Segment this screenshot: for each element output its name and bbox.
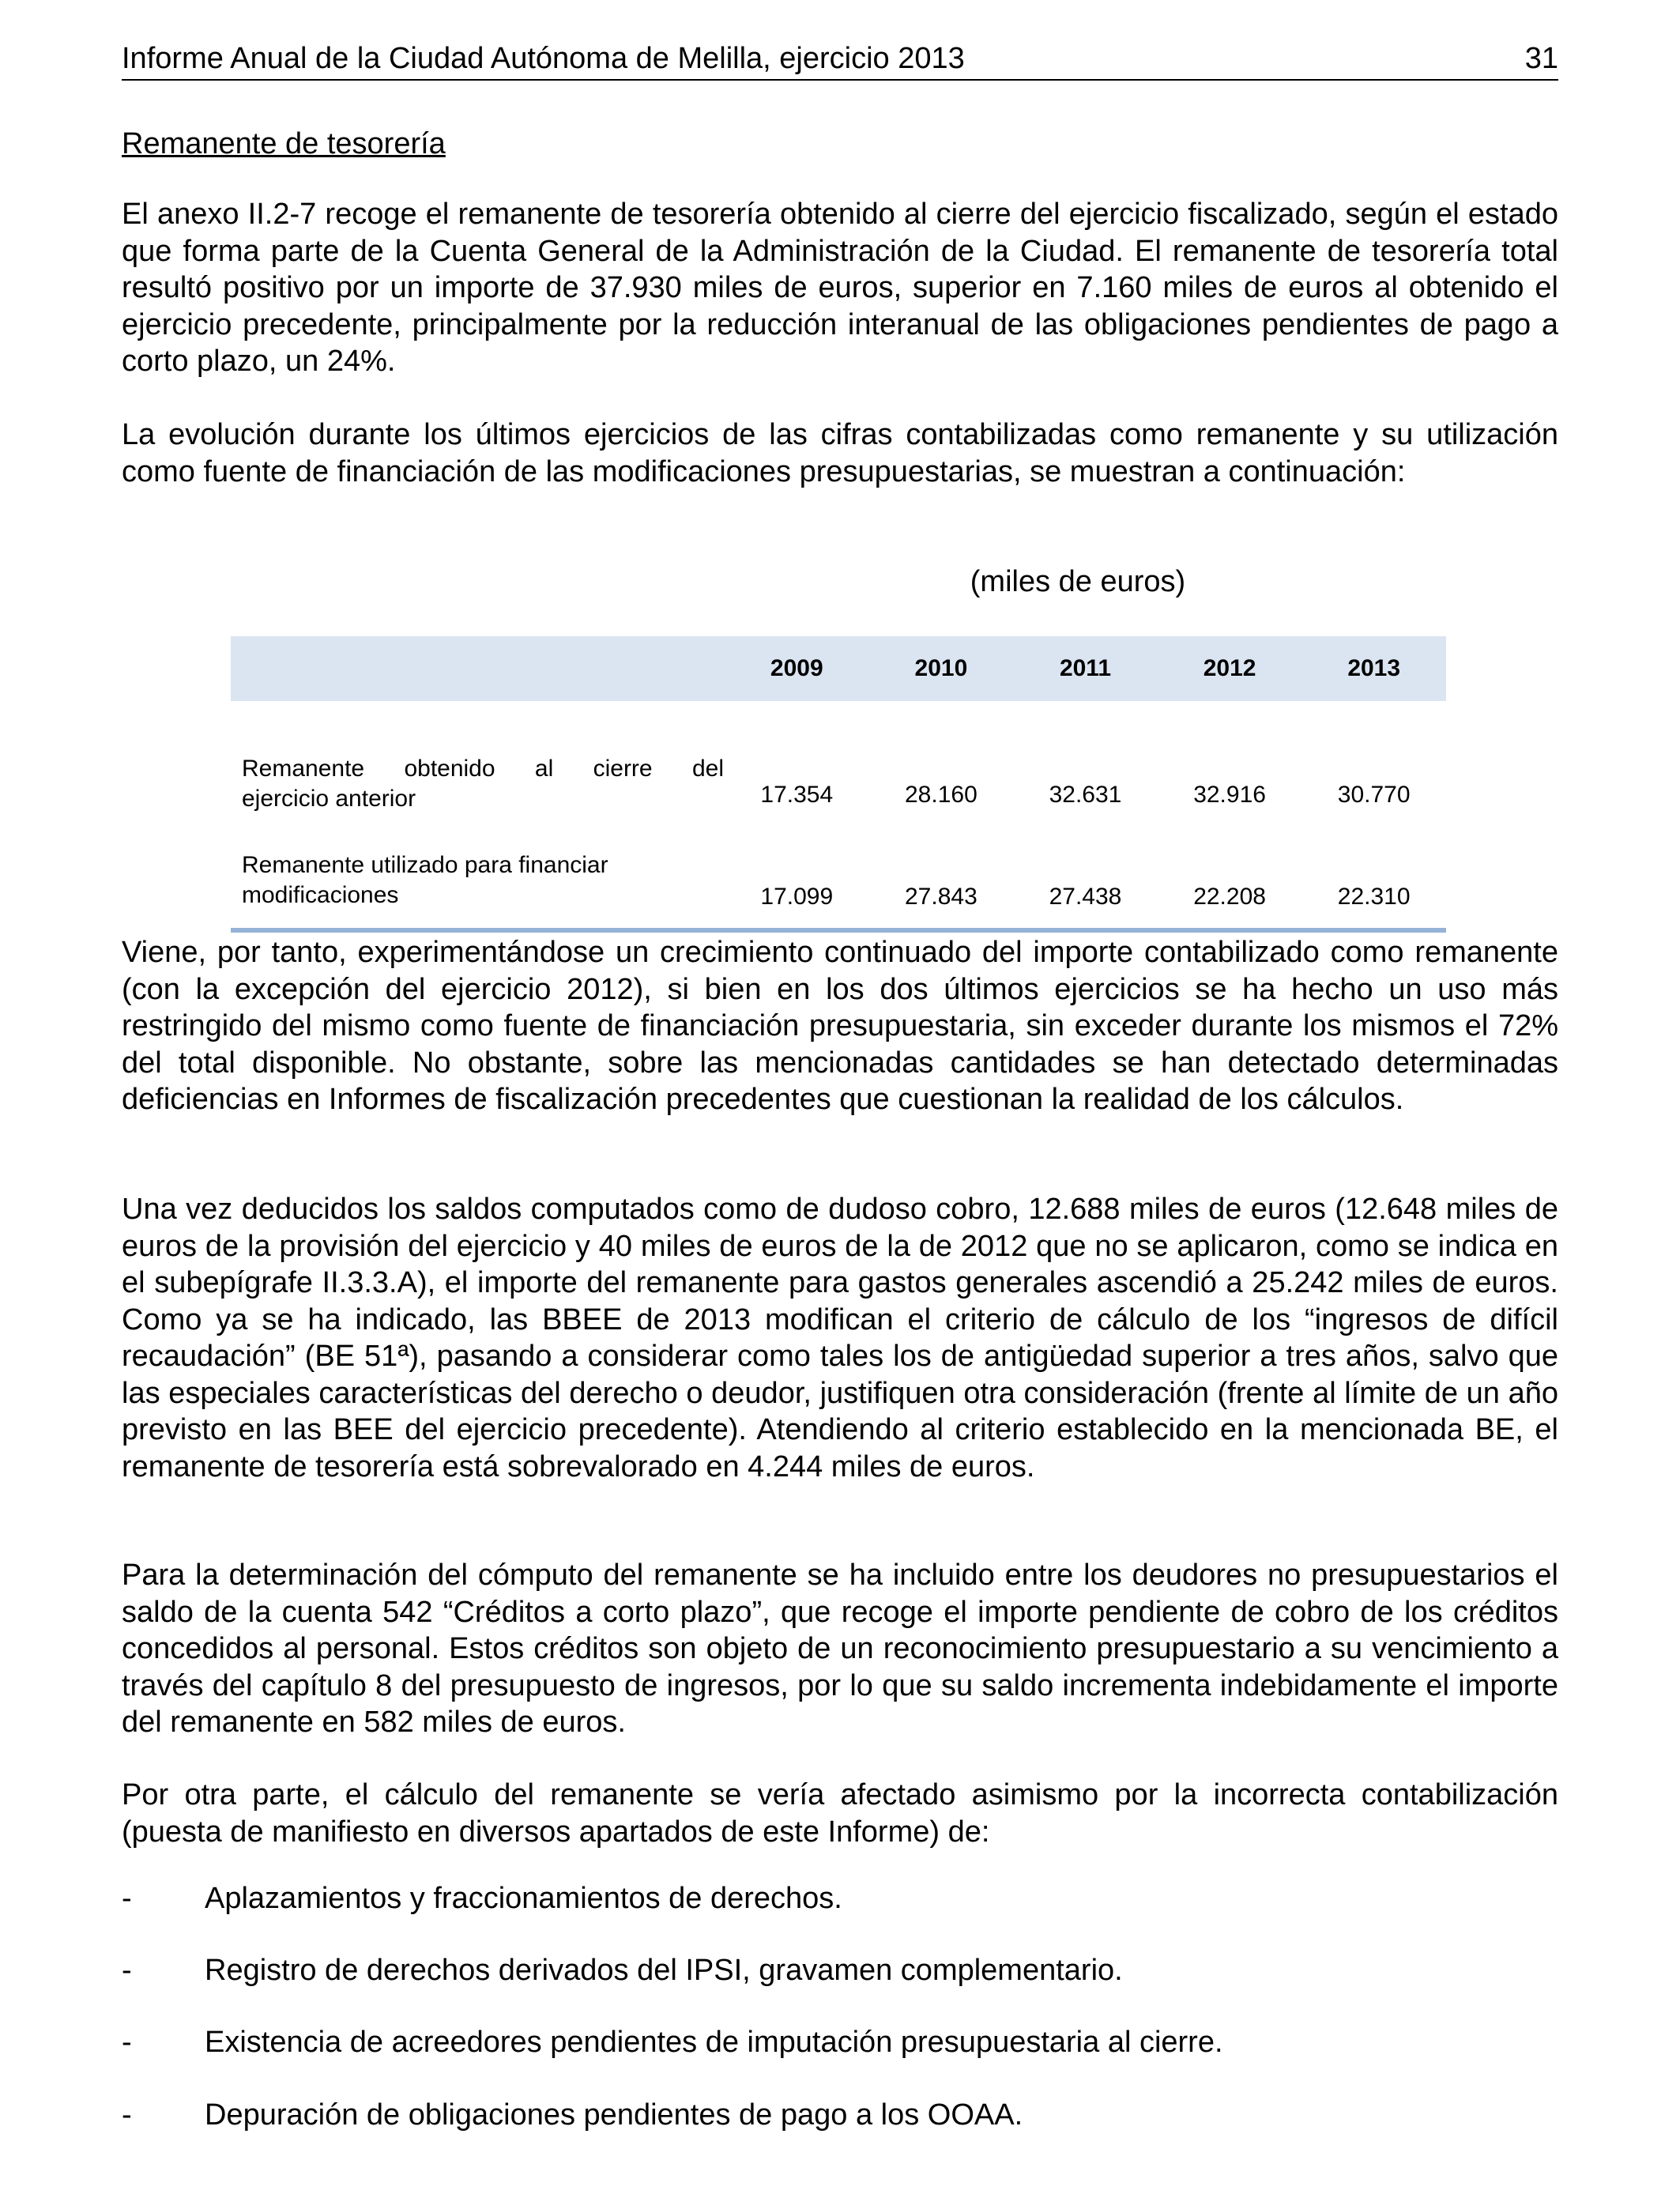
page-number: 31 xyxy=(1524,42,1558,75)
table-cell: 28.160 xyxy=(905,782,977,808)
table-header-year: 2009 xyxy=(770,655,823,681)
table-cell: 27.843 xyxy=(905,884,977,910)
section-heading: Remanente de tesorería xyxy=(122,127,446,160)
table-cell: 22.208 xyxy=(1193,884,1266,910)
table-row xyxy=(231,701,1446,815)
paragraph-2: La evolución durante los últimos ejercicios de las cifras contabilizadas como remanente y su utilización como fuente de financiación de las modificaciones presupuestarias, se muestran a continuación: xyxy=(122,418,1558,488)
paragraph-6: Por otra parte, el cálculo del remanente se vería afectado asimismo por la incorrecta contabilización (puesta de manifiesto en diversos apartados de este Informe) de: xyxy=(122,1778,1558,1849)
table-units-label: (miles de euros) xyxy=(970,565,1186,598)
table-header-label xyxy=(231,636,725,701)
table-units xyxy=(122,563,1558,601)
list-item-text: Registro de derechos derivados del IPSI, gravamen complementario. xyxy=(205,1954,1123,1987)
table-cell: 17.354 xyxy=(760,782,834,808)
document-title: Informe Anual de la Ciudad Autónoma de Melilla, ejercicio 2013 xyxy=(122,42,965,75)
paragraph-1: El anexo II.2-7 recoge el remanente de tesorería obtenido al cierre del ejercicio fiscalizado, según el estado que forma parte de la Cuenta General de la Administración de la Ciudad. El remanente de tesorería total resultó positivo por un importe de 37.930 miles de euros, superior en 7.160 miles de euros al obtenido el ejercicio precedente, principalmente por la reducción interanual de las obligaciones pendientes de pago a corto plazo, un 24%. xyxy=(122,198,1558,378)
list-item-text: Aplazamientos y fraccionamientos de derechos. xyxy=(205,1882,842,1915)
row-label-line: modificaciones xyxy=(242,882,399,908)
paragraph-5: Para la determinación del cómputo del remanente se ha incluido entre los deudores no presupuestarios el saldo de la cuenta 542 “Créditos a corto plazo”, que recoge el importe pendiente de cobro de los créditos concedidos al personal. Estos créditos son objeto de un reconocimiento presupuestario a su vencimiento a través del capítulo 8 del presupuesto de ingresos, por lo que su saldo incrementa indebidamente el importe del remanente en 582 miles de euros. xyxy=(122,1559,1558,1739)
table-header-year: 2013 xyxy=(1347,655,1401,681)
table-cell: 32.916 xyxy=(1193,782,1266,808)
paragraph-3: Viene, por tanto, experimentándose un crecimiento continuado del importe contabilizado como remanente (con la excepción del ejercicio 2012), si bien en los dos últimos ejercicios se ha hecho un uso más restringido del mismo como fuente de financiación presupuestaria, sin exceder durante los mismos el 72% del total disponible. No obstante, sobre las mencionadas cantidades se han detectado determinadas deficiencias en Informes de fiscalización precedentes que cuestionan la realidad de los cálculos. xyxy=(122,936,1558,1116)
table-cell: 27.438 xyxy=(1049,884,1122,910)
row-label-line: ejercicio anterior xyxy=(242,786,416,812)
table-cell: 30.770 xyxy=(1337,782,1411,808)
row-label xyxy=(231,701,725,815)
table-cell: 22.310 xyxy=(1337,884,1411,910)
row-label-line: Remanente obtenido al cierre del xyxy=(242,756,724,782)
table-cell: 32.631 xyxy=(1049,782,1122,808)
bullet-marker: - xyxy=(122,2026,132,2059)
table-header-year: 2010 xyxy=(914,655,968,681)
bullet-marker: - xyxy=(122,2098,132,2132)
list-item-text: Depuración de obligaciones pendientes de pago a los OOAA. xyxy=(205,2098,1023,2132)
table-row xyxy=(231,815,1446,930)
row-label xyxy=(231,815,725,930)
page-header xyxy=(122,38,1558,81)
table-header-year: 2012 xyxy=(1203,655,1256,681)
paragraph-4: Una vez deducidos los saldos computados como de dudoso cobro, 12.688 miles de euros (12.648 miles de euros de la provisión del ejercicio y 40 miles de euros de la de 2012 que no se aplicaron, como se indica en el subepígrafe II.3.3.A), el importe del remanente para gastos generales ascendió a 25.242 miles de euros. Como ya se ha indicado, las BBEE de 2013 modifican el criterio de cálculo de los “ingresos de difícil recaudación” (BE 51ª), pasando a considerar como tales los de antigüedad superior a tres años, salvo que las especiales características del derecho o deudor, justifiquen otra consideración (frente al límite de un año previsto en las BEE del ejercicio precedente). Atendiendo al criterio establecido en la mencionada BE, el remanente de tesorería está sobrevalorado en 4.244 miles de euros. xyxy=(122,1193,1558,1483)
list-item-text: Existencia de acreedores pendientes de imputación presupuestaria al cierre. xyxy=(205,2026,1223,2059)
remanente-table xyxy=(231,636,1446,933)
table-cell: 17.099 xyxy=(760,884,834,910)
table-header-year: 2011 xyxy=(1059,655,1112,681)
bullet-marker: - xyxy=(122,1954,132,1987)
bullet-marker: - xyxy=(122,1882,132,1915)
row-label-line: Remanente utilizado para financiar xyxy=(242,852,608,878)
table-header-row xyxy=(231,636,1446,701)
